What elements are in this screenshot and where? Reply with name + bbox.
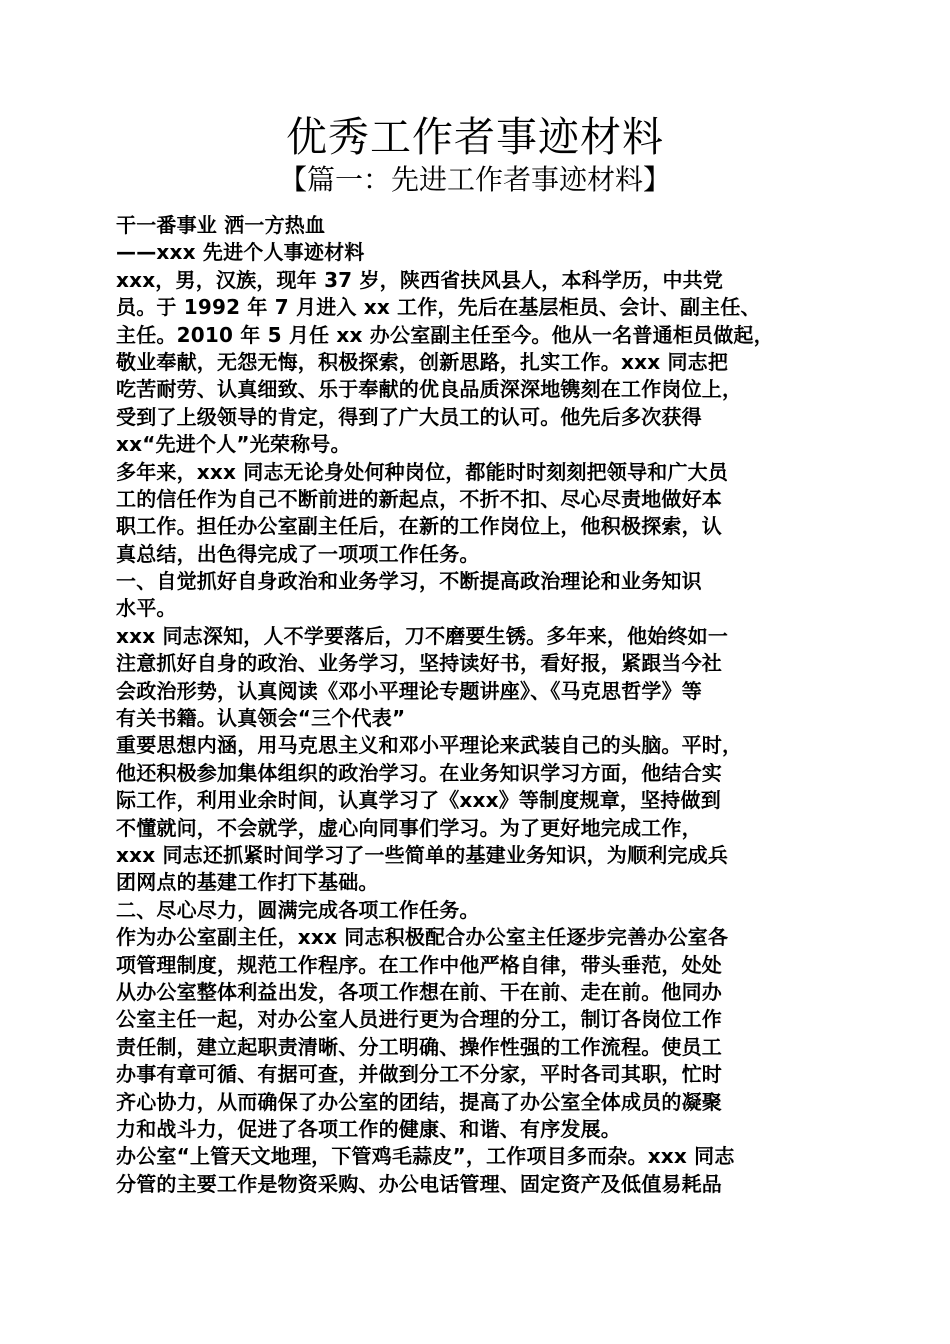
body-text-line: 敬业奉献，无怨无悔，积极探索，创新思路，扎实工作。xxx 同志把 <box>116 349 729 374</box>
document-body <box>116 212 841 1198</box>
body-text-line: 际工作，利用业余时间，认真学习了《xxx》等制度规章，坚持做到 <box>116 788 721 813</box>
body-text-line: 团网点的基建工作打下基础。 <box>116 870 379 895</box>
body-text-line: 不懂就问，不会就学，虚心向同事们学习。为了更好地完成工作， <box>116 815 702 840</box>
body-text-line: 责任制，建立起职责清晰、分工明确、操作性强的工作流程。使员工 <box>116 1034 722 1059</box>
body-text-line: 他还积极参加集体组织的政治学习。在业务知识学习方面，他结合实 <box>116 760 722 785</box>
body-text-line: 吃苦耐劳、认真细致、乐于奉献的优良品质深深地镌刻在工作岗位上， <box>116 377 743 402</box>
document-subtitle: 【篇一：先进工作者事迹材料】 <box>278 163 671 196</box>
body-text-line: 二、尽心尽力，圆满完成各项工作任务。 <box>116 897 480 922</box>
body-text-line: 办事有章可循、有据可查，并做到分工不分家，平时各司其职，忙时 <box>116 1062 722 1087</box>
body-text-line: 项管理制度，规范工作程序。在工作中他严格自律，带头垂范，处处 <box>116 952 722 977</box>
body-text-line: xxx 同志深知，人不学要落后，刀不磨要生锈。多年来，他始终如一 <box>116 623 729 648</box>
body-text-line: 员。于 1992 年 7 月进入 xx 工作，先后在基层柜员、会计、副主任、 <box>116 295 761 320</box>
body-text-line: 公室主任一起，对办公室人员进行更为合理的分工，制订各岗位工作 <box>116 1007 722 1032</box>
body-text-line: 作为办公室副主任，xxx 同志积极配合办公室主任逐步完善办公室各 <box>116 925 729 950</box>
body-text-line: 办公室“上管天文地理，下管鸡毛蒜皮”，工作项目多而杂。xxx 同志 <box>116 1144 735 1169</box>
body-text-line: 干一番事业 洒一方热血 <box>116 213 326 237</box>
body-text-line: 多年来，xxx 同志无论身处何种岗位，都能时时刻刻把领导和广大员 <box>116 459 729 484</box>
body-text-line: 从办公室整体利益出发，各项工作想在前、干在前、走在前。他同办 <box>116 979 722 1004</box>
body-text-line: 会政治形势，认真阅读《邓小平理论专题讲座》、《马克思哲学》等 <box>116 678 702 703</box>
body-text-line: ——xxx 先进个人事迹材料 <box>116 240 365 265</box>
body-text-line: 水平。 <box>116 596 177 621</box>
body-text-line: xxx 同志还抓紧时间学习了一些简单的基建业务知识，为顺利完成兵 <box>116 842 729 867</box>
body-text-line: 有关书籍。认真领会“三个代表” <box>116 706 406 731</box>
body-text-line: 受到了上级领导的肯定，得到了广大员工的认可。他先后多次获得 <box>116 404 702 429</box>
body-text-line: 注意抓好自身的政治、业务学习，坚持读好书，看好报，紧跟当今社 <box>116 651 722 676</box>
body-text-line: 齐心协力，从而确保了办公室的团结，提高了办公室全体成员的凝聚 <box>116 1089 722 1114</box>
document-title: 优秀工作者事迹材料 <box>286 113 664 161</box>
body-text-line: xxx，男，汉族，现年 37 岁，陕西省扶风县人，本科学历，中共党 <box>116 267 724 292</box>
body-text-line: 职工作。担任办公室副主任后，在新的工作岗位上，他积极探索，认 <box>116 514 722 539</box>
body-text-line: xx“先进个人”光荣称号。 <box>116 432 351 457</box>
body-text-line: 力和战斗力，促进了各项工作的健康、和谐、有序发展。 <box>116 1116 621 1141</box>
body-text-line: 重要思想内涵，用马克思主义和邓小平理论来武装自己的头脑。平时， <box>116 733 743 758</box>
body-text-line: 工的信任作为自己不断前进的新起点，不折不扣、尽心尽责地做好本 <box>116 486 722 511</box>
body-text-line: 一、自觉抓好自身政治和业务学习，不断提高政治理论和业务知识 <box>116 569 702 594</box>
body-text-line: 真总结，出色得完成了一项项工作任务。 <box>116 541 480 566</box>
body-text-line: 分管的主要工作是物资采购、办公电话管理、固定资产及低值易耗品 <box>116 1171 722 1196</box>
body-text-line: 主任。2010 年 5 月任 xx 办公室副主任至今。他从一名普通柜员做起， <box>116 322 774 347</box>
